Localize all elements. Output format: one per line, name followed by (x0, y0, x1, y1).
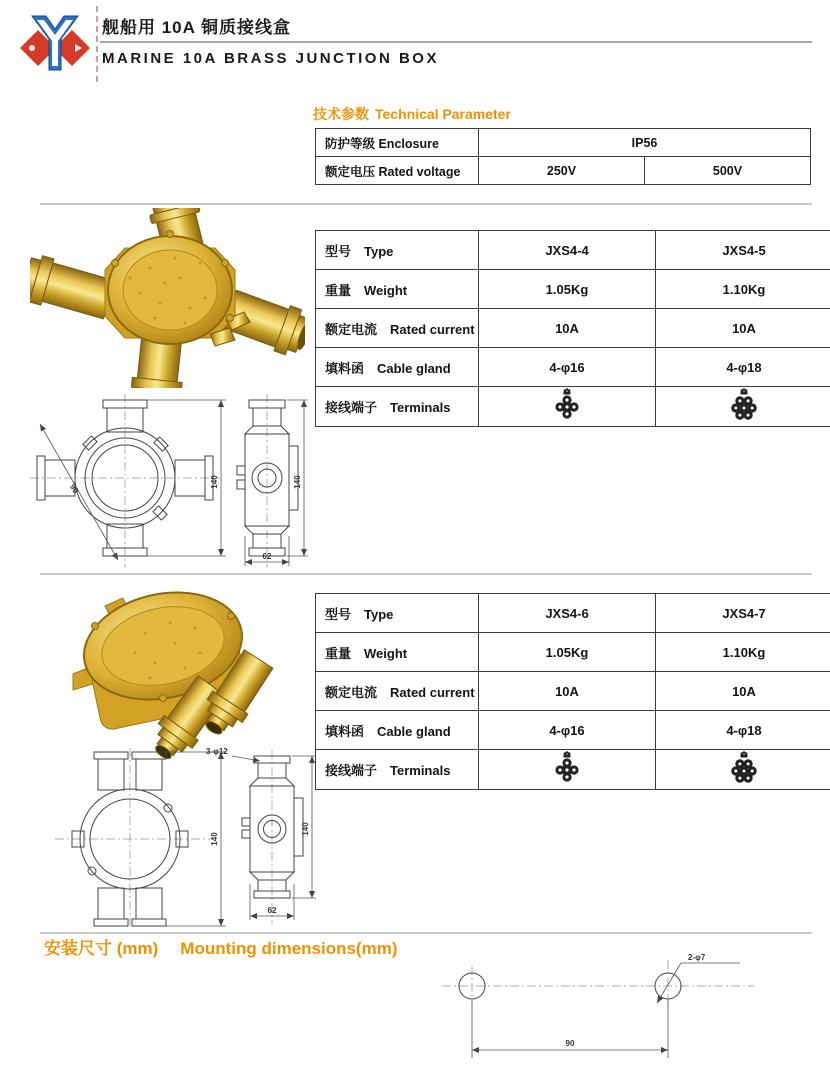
type-value-cell: JXS4-6 (479, 594, 656, 633)
terminal-round-icon (728, 388, 760, 422)
spec-table-jxs4-6-7 (315, 593, 830, 790)
page-title-en: MARINE 10A BRASS JUNCTION BOX (102, 50, 439, 67)
tech-parameter-heading (313, 104, 511, 124)
table-row (316, 633, 830, 672)
mounting-heading-en: Mounting dimensions(mm) (180, 939, 398, 958)
type-label-cell: 型号 Type (316, 594, 479, 633)
weight-label-cell: 重量 Weight (316, 270, 479, 309)
voltage-500-cell: 500V (645, 157, 811, 185)
section-divider (40, 203, 812, 205)
spec-table-jxs4-4-5 (315, 230, 830, 427)
side-width-dimension-label: 62 (262, 552, 272, 561)
type-value-cell: JXS4-4 (479, 231, 656, 270)
mounting-heading-zh: 安装尺寸 (mm) (44, 939, 159, 958)
side-height-dimension-label: 140 (293, 475, 302, 489)
header-dashed-divider (96, 6, 98, 82)
mounting-hole-note-label: 2-φ7 (688, 953, 706, 962)
current-value-cell: 10A (656, 672, 830, 711)
table-row (316, 594, 830, 633)
technical-parameter-table (315, 128, 811, 185)
product-photo-jxs4-6 (45, 578, 305, 763)
type-label-cell: 型号 Type (316, 231, 479, 270)
gland-label-cell: 填料函 Cable gland (316, 348, 479, 387)
table-row (316, 711, 830, 750)
table-row (316, 750, 830, 790)
table-row (316, 231, 830, 270)
enclosure-label-cell: 防护等级 Enclosure (316, 129, 479, 157)
gland-label-cell: 填料函 Cable gland (316, 711, 479, 750)
table-row (316, 157, 811, 185)
gland-value-cell: 4-φ18 (656, 348, 830, 387)
terminals-value-cell (656, 387, 830, 427)
table-row (316, 309, 830, 348)
enclosure-value-cell: IP56 (479, 129, 811, 157)
product-photo-jxs4-4 (30, 208, 305, 388)
terminal-4way-icon (552, 751, 582, 785)
terminal-4way-icon (552, 388, 582, 422)
terminals-label-cell: 接线端子 Terminals (316, 387, 479, 427)
voltage-label-cell: 额定电压 Rated voltage (316, 157, 479, 185)
dimension-drawing-set1 (20, 390, 310, 572)
page-title-zh: 舰船用 10A 铜质接线盒 (102, 18, 292, 37)
type-value-cell: JXS4-5 (656, 231, 830, 270)
gland-value-cell: 4-φ16 (479, 348, 656, 387)
gland-value-cell: 4-φ16 (479, 711, 656, 750)
weight-value-cell: 1.05Kg (479, 633, 656, 672)
company-emblem-icon (20, 8, 90, 78)
side-height-dimension-label: 140 (301, 822, 310, 836)
current-label-cell: 额定电流 Rated current (316, 309, 479, 348)
gland-value-cell: 4-φ18 (656, 711, 830, 750)
weight-value-cell: 1.10Kg (656, 633, 830, 672)
hole-note-label: 3-φ12 (206, 747, 228, 756)
current-value-cell: 10A (479, 309, 656, 348)
mounting-dimensions-heading (44, 934, 398, 959)
front-height-dimension-label: 140 (210, 475, 219, 489)
table-row (316, 348, 830, 387)
terminal-round-icon (728, 751, 760, 785)
table-row (316, 672, 830, 711)
terminals-value-cell (656, 750, 830, 790)
table-row (316, 387, 830, 427)
front-height-dimension-label: 140 (210, 832, 219, 846)
table-row (316, 270, 830, 309)
current-value-cell: 10A (479, 672, 656, 711)
current-value-cell: 10A (656, 309, 830, 348)
terminals-value-cell (479, 750, 656, 790)
tech-heading-en: Technical Parameter (375, 106, 511, 122)
dimension-drawing-set2 (20, 744, 320, 930)
mounting-dimensions-drawing (438, 946, 758, 1068)
section-divider (40, 573, 812, 575)
terminals-label-cell: 接线端子 Terminals (316, 750, 479, 790)
mounting-span-label: 90 (565, 1039, 575, 1048)
title-underline (100, 41, 812, 43)
type-value-cell: JXS4-7 (656, 594, 830, 633)
tech-heading-zh: 技术参数 (313, 106, 369, 122)
terminals-value-cell (479, 387, 656, 427)
weight-value-cell: 1.05Kg (479, 270, 656, 309)
current-label-cell: 额定电流 Rated current (316, 672, 479, 711)
table-row (316, 129, 811, 157)
angle-dimension-label: 90 (68, 482, 81, 495)
weight-value-cell: 1.10Kg (656, 270, 830, 309)
side-width-dimension-label: 62 (267, 906, 277, 915)
voltage-250-cell: 250V (479, 157, 645, 185)
weight-label-cell: 重量 Weight (316, 633, 479, 672)
